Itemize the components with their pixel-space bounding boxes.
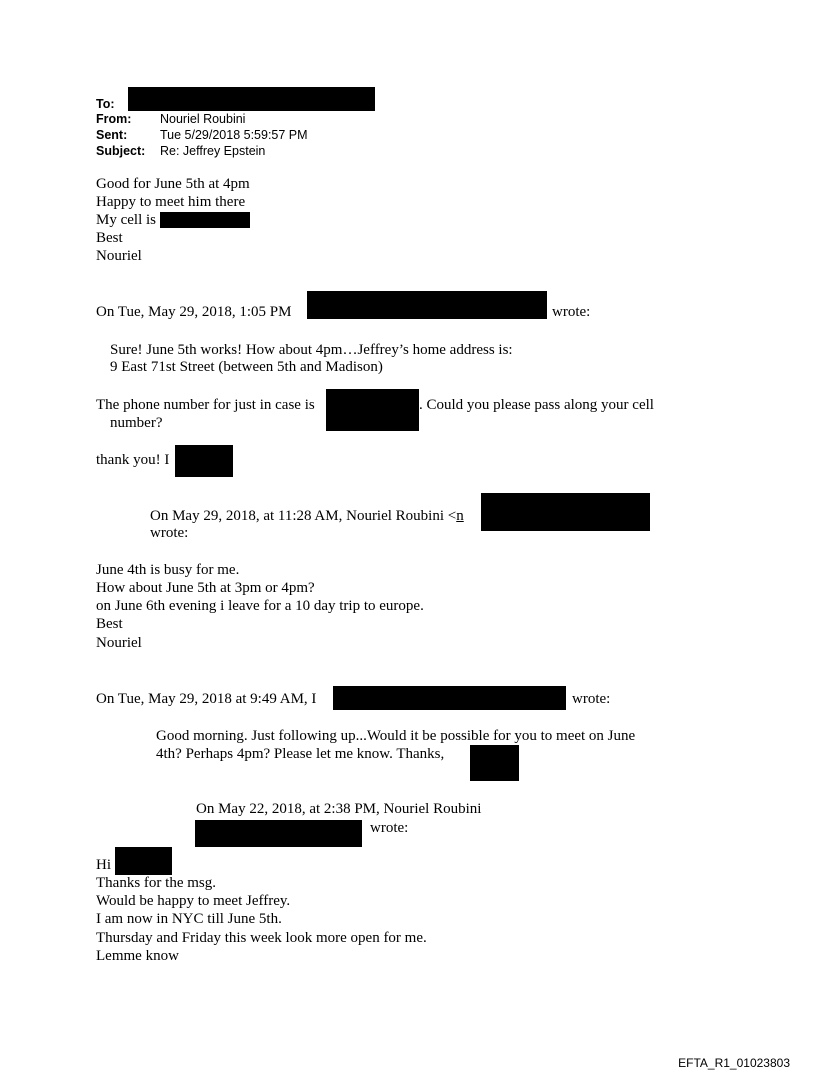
redaction-quote1-sender [307, 291, 547, 319]
quote4-attribution-line-1: On May 22, 2018, at 2:38 PM, Nouriel Roubini [196, 801, 482, 817]
quote2-line-4: Best [96, 616, 123, 632]
sent-value: Tue 5/29/2018 5:59:57 PM [160, 128, 308, 142]
redaction-to [128, 87, 375, 111]
subject-label: Subject: [96, 144, 146, 158]
redaction-phone [326, 389, 419, 431]
sent-label: Sent: [96, 128, 128, 142]
quote2-email-start: n [456, 508, 464, 524]
redaction-quote3-sender [333, 686, 566, 710]
reply-line-4: Best [96, 230, 123, 246]
quote1-phone-cont: number? [110, 415, 163, 431]
quote4-line-6: Lemme know [96, 948, 179, 964]
quote2-line-2: How about June 5th at 3pm or 4pm? [96, 580, 315, 596]
reply-line-5: Nouriel [96, 248, 142, 264]
quote2-attribution-prefix: On May 29, 2018, at 11:28 AM, Nouriel Roubini < [150, 508, 457, 524]
reply-line-1: Good for June 5th at 4pm [96, 176, 250, 192]
quote1-line-2: 9 East 71st Street (between 5th and Madison) [110, 359, 383, 375]
quote4-line-2: Thanks for the msg. [96, 875, 216, 891]
quote3-line-2: 4th? Perhaps 4pm? Please let me know. Thanks, [156, 746, 445, 762]
from-label: From: [96, 112, 132, 126]
redaction-quote4-email [195, 820, 362, 847]
quote4-line-3: Would be happy to meet Jeffrey. [96, 893, 291, 909]
to-label: To: [96, 97, 115, 111]
redaction-greeting-name [115, 847, 172, 875]
quote1-phone-suffix: . Could you please pass along your cell [419, 397, 654, 413]
header-from [96, 111, 396, 127]
quote3-line-1: Good morning. Just following up...Would it be possible for you to meet on June [156, 728, 636, 744]
redaction-roubini-email [481, 493, 650, 531]
quote1-thanks: thank you! I [96, 452, 170, 468]
header-subject [96, 143, 396, 159]
quote2-line-5: Nouriel [96, 635, 142, 651]
subject-value: Re: Jeffrey Epstein [160, 144, 266, 158]
redaction-cell [160, 212, 250, 228]
header-sent [96, 127, 396, 143]
quote3-attribution-prefix: On Tue, May 29, 2018 at 9:49 AM, I [96, 691, 317, 707]
quote4-line-1: Hi [96, 857, 111, 873]
quote4-attribution-suffix: wrote: [370, 820, 409, 836]
quote4-line-4: I am now in NYC till June 5th. [96, 911, 282, 927]
quote1-phone-prefix: The phone number for just in case is [96, 397, 315, 413]
quote2-attribution [150, 507, 464, 526]
redaction-quote3-name [470, 745, 519, 781]
quote1-attribution-suffix: wrote: [552, 304, 591, 320]
quote1-attribution-prefix: On Tue, May 29, 2018, 1:05 PM [96, 304, 292, 320]
document-id: EFTA_R1_01023803 [678, 1056, 790, 1070]
quote2-line-3: on June 6th evening i leave for a 10 day trip to europe. [96, 598, 424, 614]
quote3-attribution-suffix: wrote: [572, 691, 611, 707]
quote4-line-5: Thursday and Friday this week look more open for me. [96, 930, 427, 946]
from-value: Nouriel Roubini [160, 112, 246, 126]
reply-line-2: Happy to meet him there [96, 194, 246, 210]
redaction-signoff [175, 445, 233, 477]
quote2-attribution-suffix: wrote: [150, 525, 189, 541]
reply-line-3: My cell is [96, 212, 156, 228]
quote2-line-1: June 4th is busy for me. [96, 562, 240, 578]
quote1-line-1: Sure! June 5th works! How about 4pm…Jeffrey’s home address is: [110, 342, 513, 358]
